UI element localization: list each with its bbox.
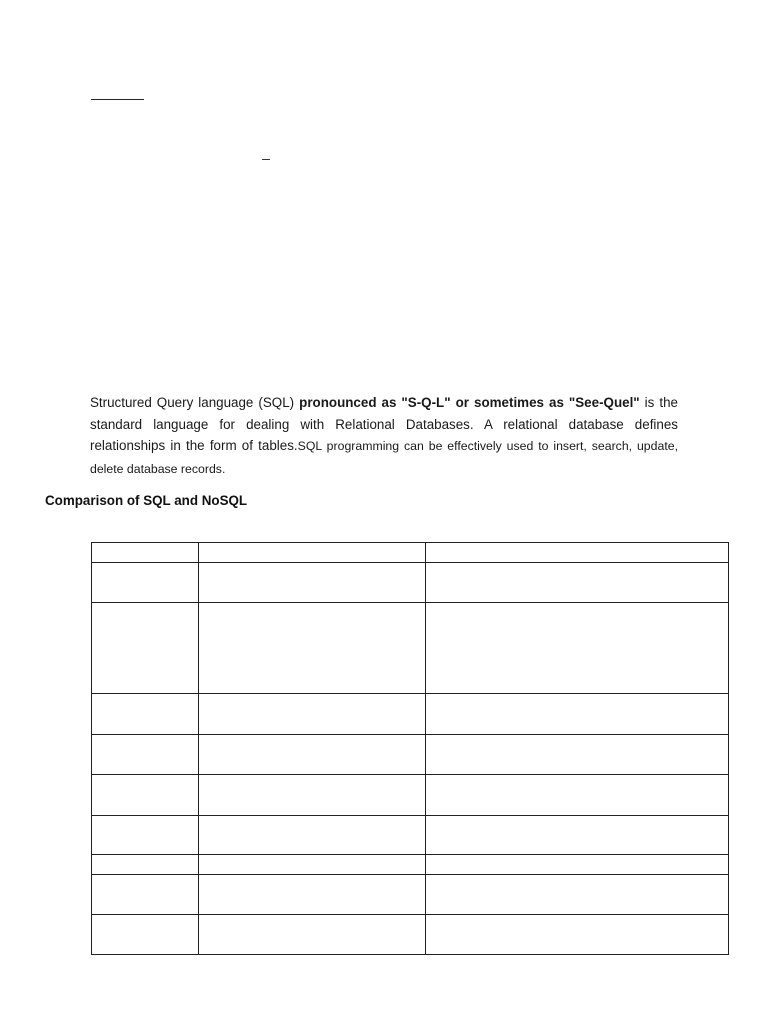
table-cell bbox=[426, 563, 729, 603]
comparison-table bbox=[91, 542, 729, 955]
table-cell bbox=[426, 694, 729, 735]
table-cell bbox=[199, 855, 426, 875]
table-cell bbox=[199, 603, 426, 694]
table-cell bbox=[92, 563, 199, 603]
table-row bbox=[92, 875, 729, 915]
table-row bbox=[92, 775, 729, 816]
table-row bbox=[92, 915, 729, 955]
table-cell bbox=[426, 855, 729, 875]
table-cell bbox=[199, 735, 426, 775]
table-cell bbox=[199, 563, 426, 603]
table-cell bbox=[199, 694, 426, 735]
intro-text-part1: Structured Query language (SQL) bbox=[90, 395, 300, 410]
table-cell bbox=[92, 694, 199, 735]
table-cell bbox=[92, 543, 199, 563]
table-cell bbox=[92, 603, 199, 694]
table-cell bbox=[92, 775, 199, 816]
table-cell bbox=[426, 816, 729, 855]
table-cell bbox=[426, 543, 729, 563]
table-cell bbox=[426, 603, 729, 694]
table-cell bbox=[92, 875, 199, 915]
table-row bbox=[92, 855, 729, 875]
table-row bbox=[92, 694, 729, 735]
table-row bbox=[92, 816, 729, 855]
table-cell bbox=[199, 875, 426, 915]
table-cell bbox=[426, 915, 729, 955]
table-cell bbox=[199, 816, 426, 855]
table-cell bbox=[199, 915, 426, 955]
table-cell bbox=[92, 735, 199, 775]
table-cell bbox=[92, 855, 199, 875]
table-row bbox=[92, 543, 729, 563]
section-heading: Comparison of SQL and NoSQL bbox=[45, 493, 248, 508]
table-cell bbox=[199, 775, 426, 816]
table-cell bbox=[92, 816, 199, 855]
table-cell bbox=[426, 775, 729, 816]
table-cell bbox=[426, 735, 729, 775]
intro-paragraph bbox=[90, 392, 678, 480]
intro-text-part2: is the standard language for dealing with Relational Databases. A relational database defines relationships in the form of tables. bbox=[90, 395, 678, 453]
table-cell bbox=[426, 875, 729, 915]
table-row bbox=[92, 563, 729, 603]
title-underline bbox=[91, 99, 144, 100]
dash-mark bbox=[262, 159, 270, 160]
table-row bbox=[92, 735, 729, 775]
intro-text-part3: SQL programming can be effectively used to insert, search, update, delete database records. bbox=[90, 439, 678, 476]
table-row bbox=[92, 603, 729, 694]
table-cell bbox=[92, 915, 199, 955]
intro-text-bold: pronounced as "S-Q-L" or sometimes as "See-Quel" bbox=[299, 395, 640, 410]
table-cell bbox=[199, 543, 426, 563]
